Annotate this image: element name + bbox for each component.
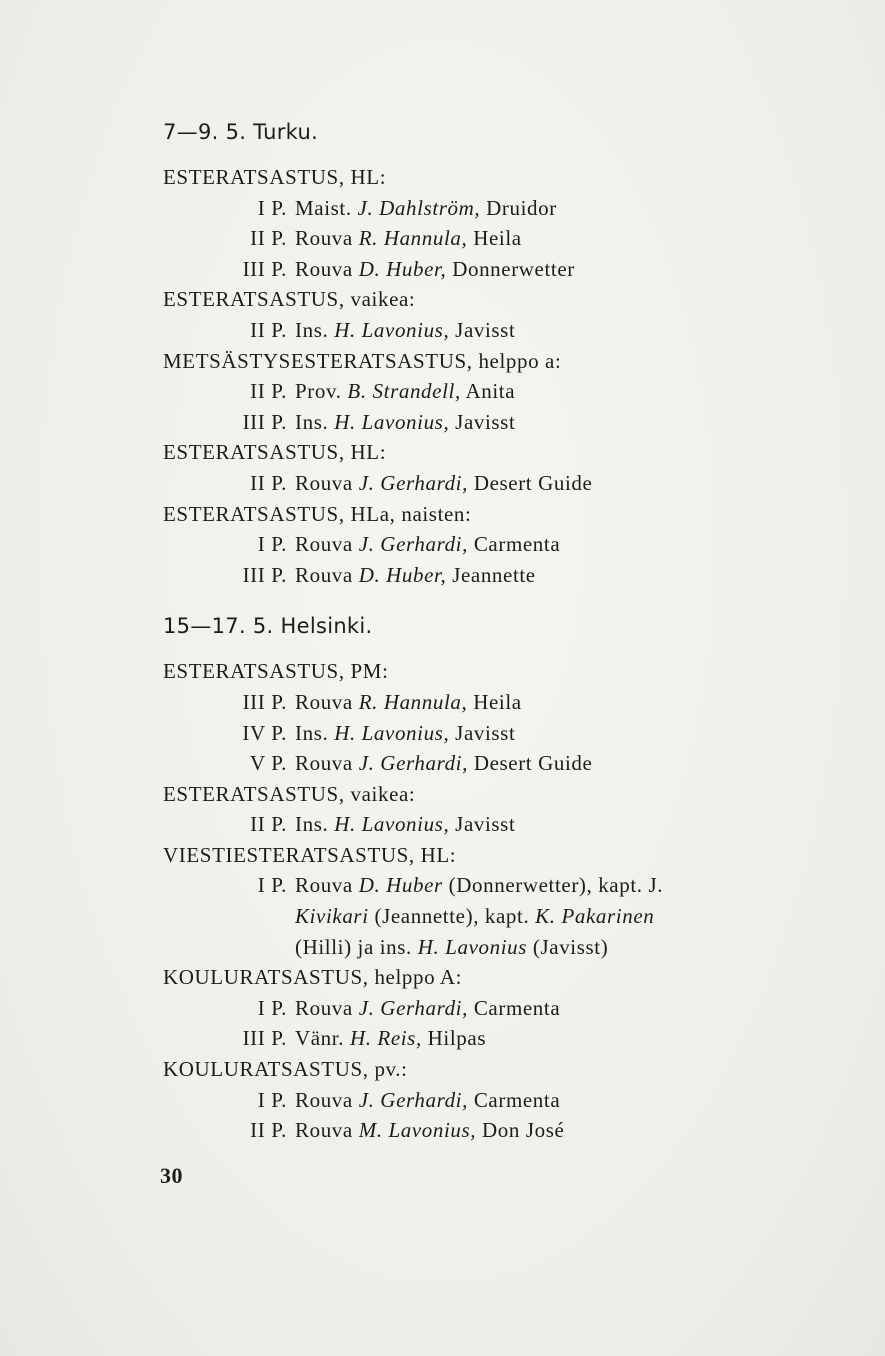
rider-name: J. Gerhardi, [358,1087,468,1112]
result-line [163,376,843,407]
rider-title: Ins. [295,317,329,342]
rider-title: Rouva [295,562,353,587]
placing: I P. [257,195,287,220]
rider-title: Rouva [295,256,353,281]
rider-name: M. Lavonius, [358,1118,477,1143]
rider-title: Rouva [295,1118,353,1143]
horse-name: Carmenta [473,1087,561,1112]
event-category: KOULURATSASTUS, helppo A: [163,965,463,990]
rider-title: Rouva [295,689,353,714]
rider-name: R. Hannula, [358,689,468,714]
rider-name: H. Lavonius, [334,317,450,342]
horse-name: Desert Guide [473,751,593,776]
event-category: ESTERATSASTUS, HL: [163,165,387,189]
placing: III P. [242,689,287,714]
result-line [163,748,843,779]
horse-name: Donnerwetter [452,256,575,281]
result-line [163,315,843,346]
document-body [163,112,843,1146]
result-line [163,1085,843,1116]
event-category: VIESTIESTERATSASTUS, HL: [163,842,457,867]
horse-name: Anita [465,379,516,404]
result-text [295,468,592,499]
rider-name: H. Reis, [349,1026,422,1051]
horse-name: Desert Guide [473,470,593,495]
rider-name: R. Hannula, [358,226,468,251]
event-category: ESTERATSASTUS, HL: [163,440,387,465]
rider-title: Ins. [295,812,329,837]
result-text [295,1115,564,1146]
horse-name: Javisst [455,812,516,837]
placing: III P. [242,562,287,587]
horse-name: Druidor [486,195,557,220]
continuation-text: (Javisst) [532,934,609,959]
horse-name: Jeannette [452,562,536,587]
event-category: METSÄSTYSESTERATSASTUS, helppo a: [163,348,562,373]
result-text [295,223,522,254]
result-text [295,748,592,779]
rider-name: Kivikari [295,904,369,929]
rider-title: Rouva [295,226,353,251]
horse-name: Javisst [455,409,516,434]
placing: I P. [257,532,287,557]
result-text [295,870,663,901]
rider-title: Rouva [295,873,353,898]
rider-title: Rouva [295,470,353,495]
result-line [163,529,843,560]
result-line [163,468,843,499]
rider-name: J. Gerhardi, [358,751,468,776]
rider-title: Prov. [295,379,342,404]
placing: V P. [249,751,287,776]
placing: II P. [250,470,287,495]
horse-name: Hilpas [427,1026,487,1051]
continuation-text: (Jeannette), kapt. [374,904,530,929]
placing: II P. [250,317,287,342]
placing: I P. [257,1087,287,1112]
continuation-text: (Hilli) ja ins. [295,934,412,959]
rider-name: D. Huber, [358,562,447,587]
rider-name: J. Gerhardi, [358,470,468,495]
placing: II P. [250,812,287,837]
placing: III P. [242,409,287,434]
horse-name: Don José [482,1118,565,1143]
result-line [163,1115,843,1146]
placing: I P. [257,873,287,898]
result-line [163,993,843,1024]
result-text [295,1085,560,1116]
result-text [295,193,557,224]
placing: III P. [242,1026,287,1051]
horse-name: Javisst [455,317,516,342]
section-heading: 7—9. 5. Turku. [163,120,319,144]
rider-name: H. Lavonius, [334,812,450,837]
result-line [163,1023,843,1054]
horse-name: Carmenta [473,995,561,1020]
placing: II P. [250,1118,287,1143]
rider-name: H. Lavonius, [334,720,450,745]
event-category: ESTERATSASTUS, vaikea: [163,781,416,806]
result-text [295,315,515,346]
placing: I P. [257,995,287,1020]
result-line [163,687,843,718]
rider-title: Ins. [295,720,329,745]
result-line [163,407,843,438]
result-line [163,718,843,749]
rider-name: K. Pakarinen [535,904,655,929]
rider-title: Vänr. [295,1026,345,1051]
rider-title: Rouva [295,751,353,776]
result-text [295,560,536,591]
result-text [295,407,515,438]
result-continuation [163,901,843,932]
event-category: KOULURATSASTUS, pv.: [163,1057,408,1082]
rider-title: Rouva [295,532,353,557]
result-text [295,718,515,749]
placing: II P. [250,226,287,251]
rider-name: J. Gerhardi, [358,995,468,1020]
result-text [295,1023,486,1054]
page-number: 30 [160,1163,183,1188]
placing: III P. [242,256,287,281]
placing: II P. [250,379,287,404]
rider-name: D. Huber, [358,256,447,281]
rider-title: Rouva [295,1087,353,1112]
result-continuation [163,932,843,963]
rider-name: D. Huber [358,873,443,898]
result-line [163,870,843,901]
result-text [295,376,515,407]
result-line [163,193,843,224]
section-heading: 15—17. 5. Helsinki. [163,614,373,639]
result-text [295,809,515,840]
event-category: ESTERATSASTUS, vaikea: [163,287,416,312]
placing: IV P. [242,720,287,745]
result-text [295,687,522,718]
event-category: ESTERATSASTUS, PM: [163,659,389,684]
horse-name: (Donnerwetter), kapt. J. [448,873,664,898]
horse-name: Heila [473,689,522,714]
horse-name: Heila [473,226,522,251]
rider-name: H. Lavonius [417,934,528,959]
result-line [163,223,843,254]
rider-title: Maist. [295,195,352,220]
horse-name: Carmenta [473,532,561,557]
event-category: ESTERATSASTUS, HLa, naisten: [163,501,472,526]
rider-title: Rouva [295,995,353,1020]
rider-name: B. Strandell, [347,379,461,404]
rider-name: J. Dahlström, [357,195,481,220]
result-line [163,809,843,840]
rider-name: J. Gerhardi, [358,532,468,557]
rider-title: Ins. [295,409,329,434]
result-text [295,529,560,560]
result-text [295,254,575,285]
result-line [163,254,843,285]
result-line [163,560,843,591]
rider-name: H. Lavonius, [334,409,450,434]
result-text [295,993,560,1024]
horse-name: Javisst [455,720,516,745]
